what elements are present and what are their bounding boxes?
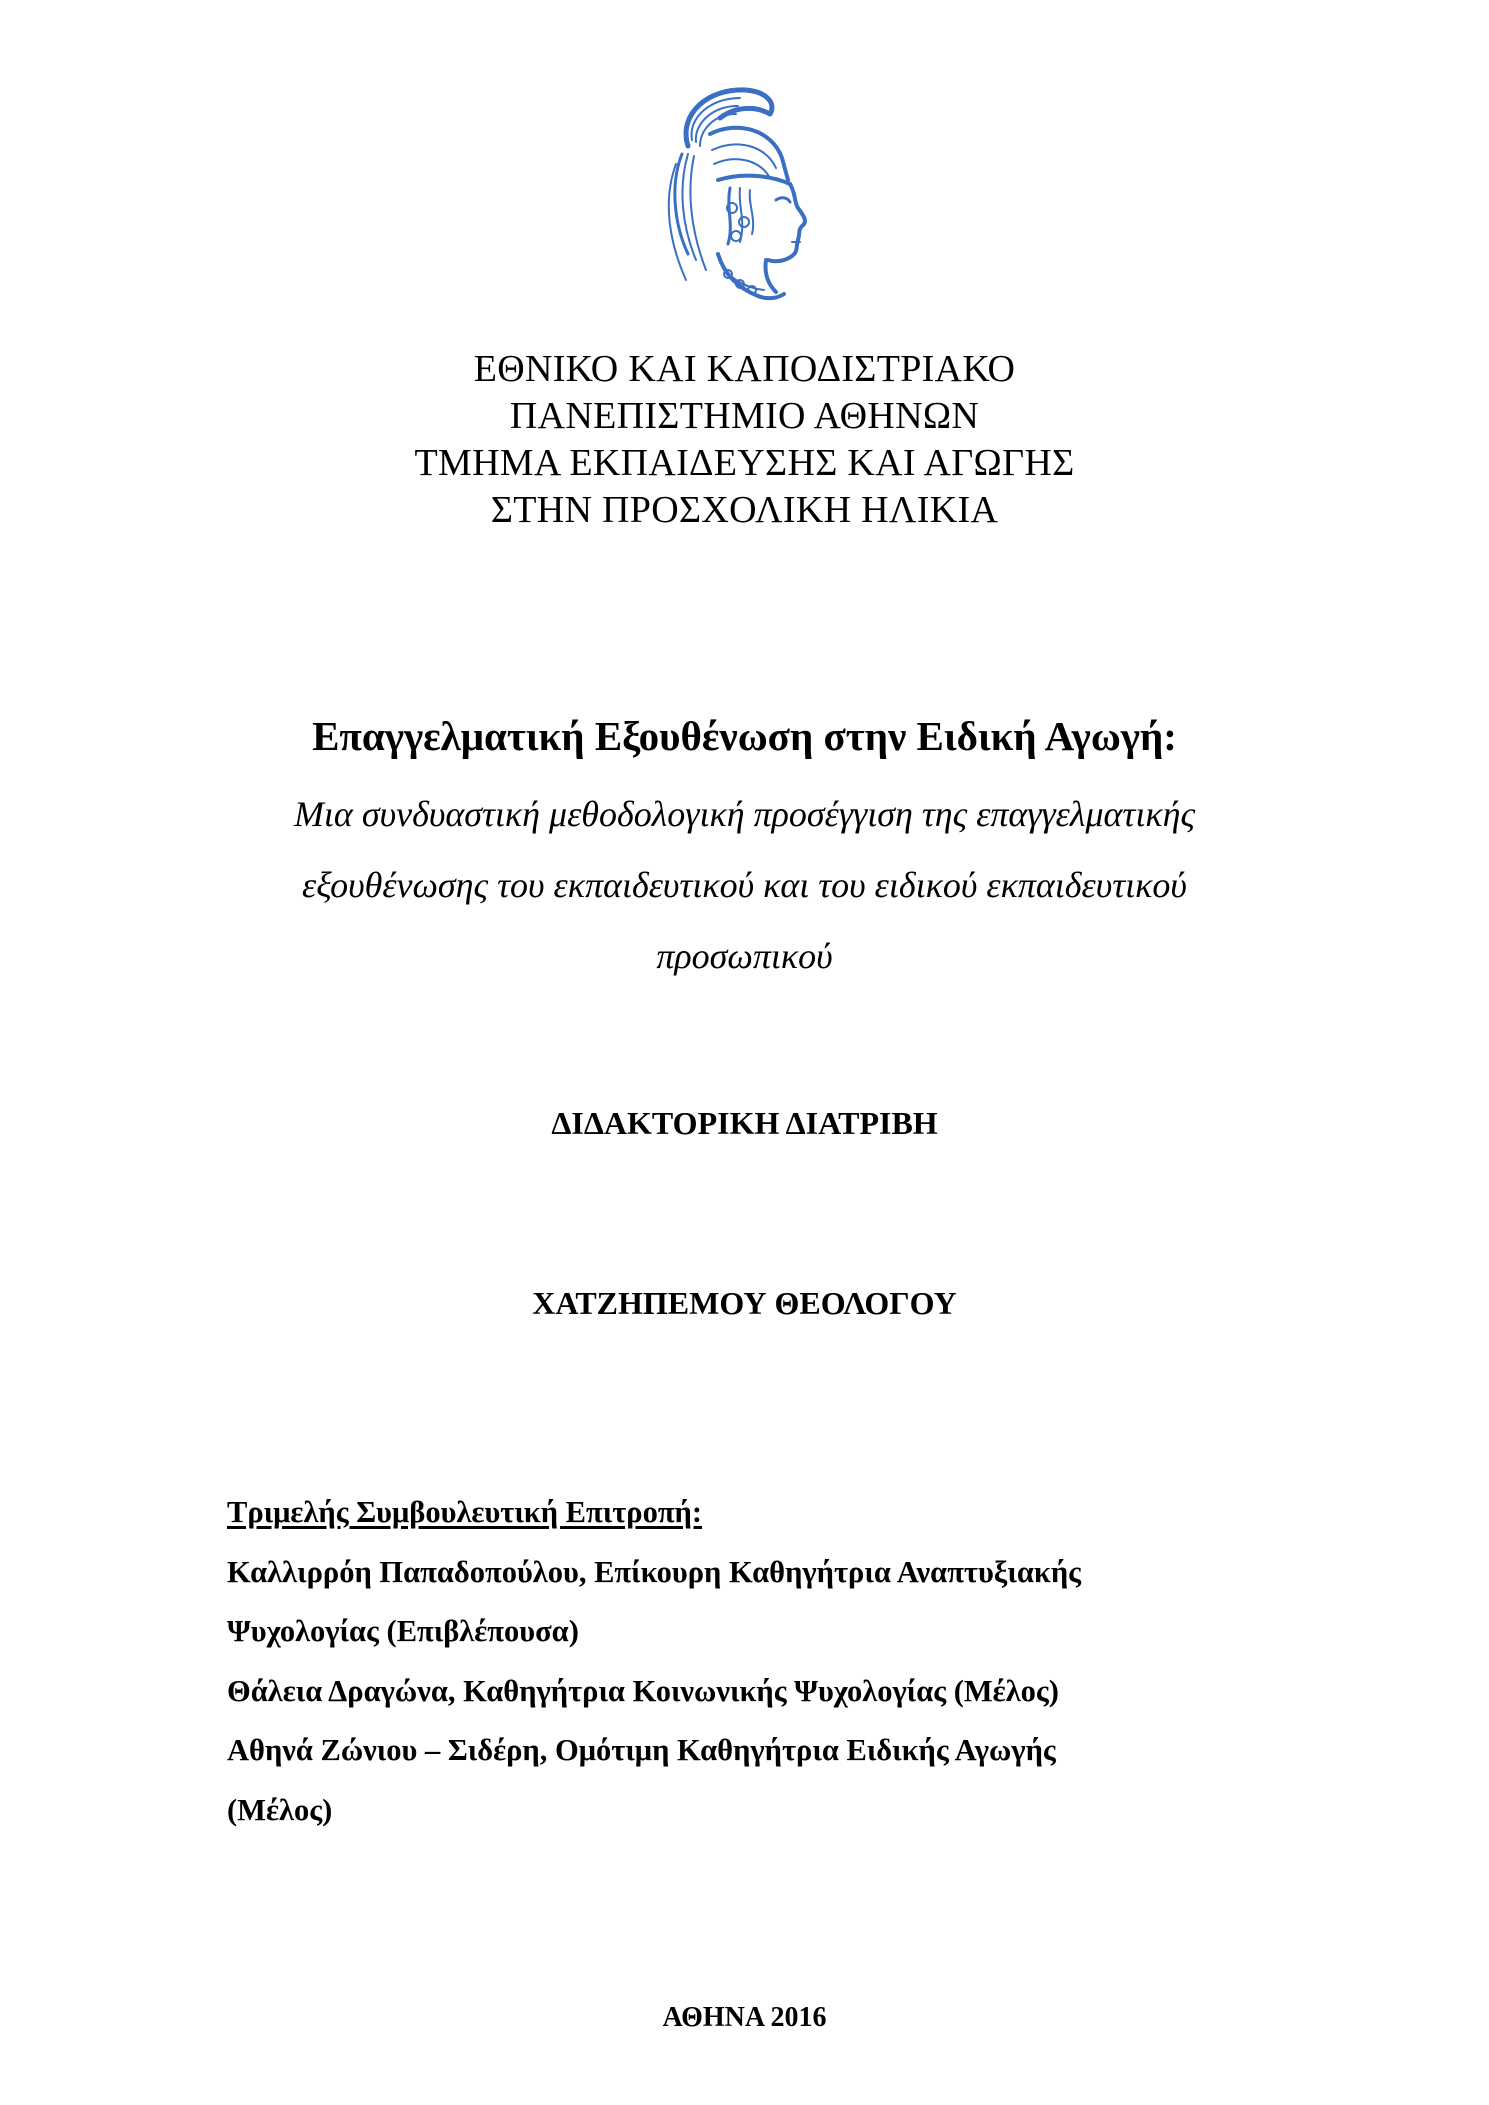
author-name: ΧΑΤΖΗΠΕΜΟΥ ΘΕΟΛΟΓΟΥ <box>532 1285 957 1321</box>
committee-line: Ψυχολογίας (Επιβλέπουσα) <box>227 1614 579 1648</box>
committee-line: Καλλιρρόη Παπαδοπούλου, Επίκουρη Καθηγήτρια Αναπτυξιακής <box>227 1554 1081 1589</box>
subtitle-line: προσωπικού <box>656 936 833 976</box>
committee-line: (Μέλος) <box>227 1792 333 1827</box>
subtitle-line: εξουθένωσης του εκπαιδευτικού και του ειδικού εκπαιδευτικού <box>302 865 1187 905</box>
thesis-title: Επαγγελματική Εξουθένωση στην Ειδική Αγωγή: <box>312 713 1177 759</box>
thesis-subtitle <box>180 779 1309 992</box>
university-line: ΠΑΝΕΠΙΣΤΗΜΙΟ ΑΘΗΝΩΝ <box>509 395 980 437</box>
university-line: ΣΤΗΝ ΠΡΟΣΧΟΛΙΚΗ ΗΛΙΚΙΑ <box>490 489 999 531</box>
university-name <box>0 346 1489 534</box>
committee-line: Θάλεια Δραγώνα, Καθηγήτρια Κοινωνικής Ψυχολογίας (Μέλος) <box>227 1673 1059 1708</box>
place-year: ΑΘΗΝΑ 2016 <box>662 2002 827 2033</box>
committee-heading: Τριμελής Συμβουλευτική Επιτροπή: <box>227 1495 703 1529</box>
university-line: ΤΜΗΜΑ ΕΚΠΑΙΔΕΥΣΗΣ ΚΑΙ ΑΓΩΓΗΣ <box>414 442 1075 484</box>
subtitle-line: Μια συνδυαστική μεθοδολογική προσέγγιση της επαγγελματικής <box>293 794 1196 834</box>
committee-line: Αθηνά Ζώνιου – Σιδέρη, Ομότιμη Καθηγήτρια Ειδικής Αγωγής <box>227 1733 1056 1767</box>
advisory-committee <box>227 1483 1287 1840</box>
athena-helmet-head-icon <box>648 84 822 306</box>
document-type: ΔΙΔΑΚΤΟΡΙΚΗ ΔΙΑΤΡΙΒΗ <box>551 1105 938 1141</box>
university-line: ΕΘΝΙΚΟ ΚΑΙ ΚΑΠΟΔΙΣΤΡΙΑΚΟ <box>473 348 1016 390</box>
